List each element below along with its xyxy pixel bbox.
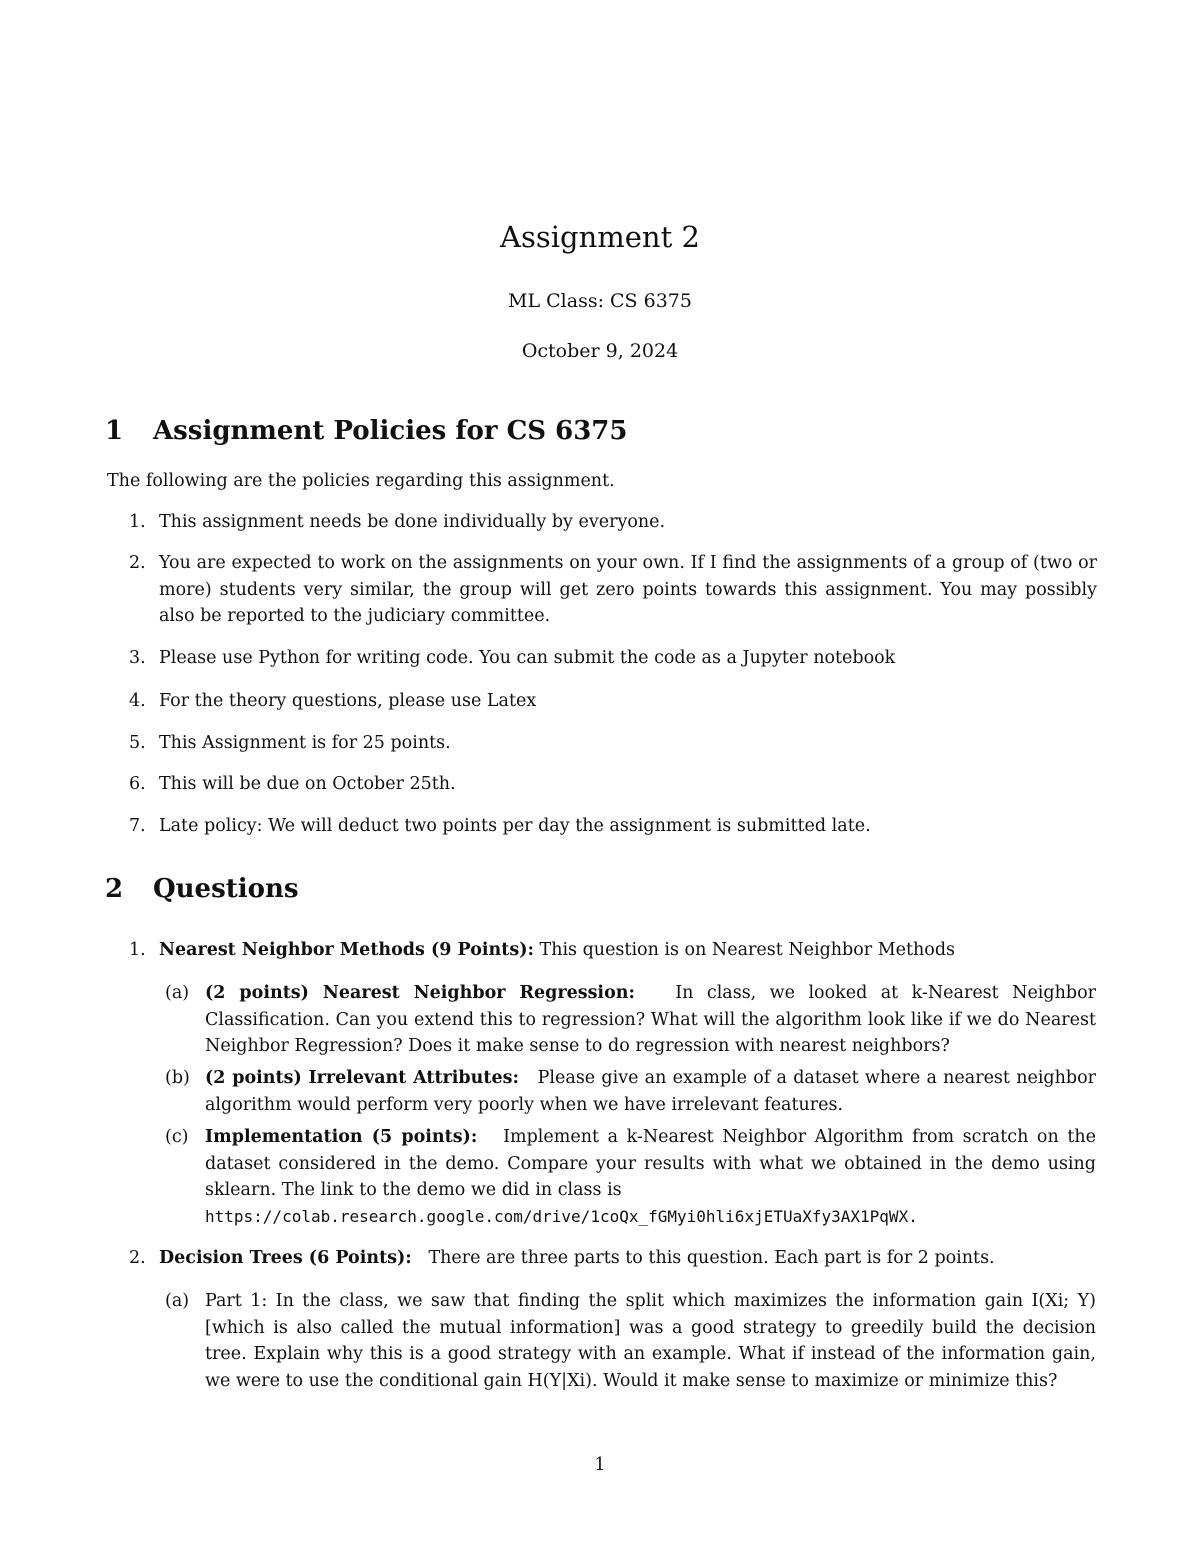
list-item	[107, 688, 1097, 715]
list-item	[107, 730, 1097, 757]
document-date: October 9, 2024	[521, 340, 679, 362]
section-number: 2	[105, 874, 124, 904]
part-text: Please give an example of a dataset where a nearest neighbor algorithm would perform very poorly when we have irrelevant features.	[205, 1068, 1096, 1115]
list-number: 3.	[129, 648, 146, 668]
question-item	[107, 1245, 1097, 1272]
section-intro: The following are the policies regarding this assignment.	[107, 471, 615, 491]
list-text: This assignment needs be done individually by everyone.	[159, 512, 666, 532]
list-text: Late policy: We will deduct two points per day the assignment is submitted late.	[159, 816, 871, 836]
list-item	[107, 509, 1097, 536]
part-label: Implementation (5 points):	[205, 1127, 478, 1147]
list-item	[107, 771, 1097, 798]
list-text: Please use Python for writing code. You can submit the code as a Jupyter notebook	[159, 648, 896, 668]
list-number: 1.	[129, 512, 146, 532]
part-label: (2 points) Irrelevant Attributes:	[205, 1068, 519, 1088]
question-part	[163, 1288, 1096, 1394]
part-label: (2 points) Nearest Neighbor Regression:	[205, 983, 635, 1003]
question-item	[107, 937, 1097, 964]
list-number: 5.	[129, 733, 146, 753]
part-letter: (a)	[165, 983, 190, 1003]
list-text: This Assignment is for 25 points.	[159, 733, 451, 753]
list-item	[107, 813, 1097, 840]
question-text: This question is on Nearest Neighbor Methods	[539, 940, 956, 960]
question-number: 2.	[129, 1248, 146, 1268]
list-number: 7.	[129, 816, 146, 836]
part-text: Part 1: In the class, we saw that finding the split which maximizes the information gain I(Xi; Y) [which is also called the mutual information] was a good strategy to greedily build the decision tree. Explain why this is a good strategy with an example. What if instead of the information gain, we were to use the conditional gain H(Y|Xi). Would it make sense to maximize or minimize this?	[205, 1291, 1096, 1391]
part-letter: (a)	[165, 1291, 190, 1311]
section-number: 1	[105, 416, 124, 446]
question-part	[163, 1124, 1096, 1230]
section-title: Questions	[153, 874, 299, 904]
page-number: 1	[594, 1455, 606, 1475]
part-letter: (c)	[165, 1127, 189, 1147]
section-title: Assignment Policies for CS 6375	[153, 416, 628, 446]
question-text: There are three parts to this question. Each part is for 2 points.	[428, 1248, 995, 1268]
question-part	[163, 1065, 1096, 1118]
demo-link[interactable]: https://colab.research.google.com/drive/1coQx_fGMyi0hli6xjETUaXfy3AX1PqWX.	[205, 1206, 918, 1226]
list-number: 2.	[129, 553, 146, 573]
question-number: 1.	[129, 940, 146, 960]
part-text: In class, we looked at k-Nearest Neighbor Classification. Can you extend this to regression? What will the algorithm look like if we do Nearest Neighbor Regression? Does it make sense to do regression with nearest neighbors?	[205, 983, 1096, 1056]
part-letter: (b)	[165, 1068, 190, 1088]
list-text: You are expected to work on the assignments on your own. If I find the assignments of a group of (two or more) students very similar, the group will get zero points towards this assignment. You may possibly also be reported to the judiciary committee.	[159, 553, 1097, 626]
class-line: ML Class: CS 6375	[508, 290, 692, 312]
question-part	[163, 980, 1096, 1060]
list-item	[107, 550, 1097, 630]
list-text: For the theory questions, please use Latex	[159, 691, 537, 711]
part-text: Implement a k-Nearest Neighbor Algorithm from scratch on the dataset considered in the demo. Compare your results with what we obtained in the demo using sklearn. The link to the demo we did in class is	[205, 1127, 1096, 1200]
section-heading-policies	[105, 416, 627, 446]
question-label: Nearest Neighbor Methods (9 Points):	[159, 940, 534, 960]
list-item	[107, 645, 1097, 672]
document-title: Assignment 2	[500, 220, 700, 254]
list-number: 4.	[129, 691, 146, 711]
list-text: This will be due on October 25th.	[159, 774, 456, 794]
section-heading-questions	[105, 874, 299, 904]
question-label: Decision Trees (6 Points):	[159, 1248, 412, 1268]
list-number: 6.	[129, 774, 146, 794]
